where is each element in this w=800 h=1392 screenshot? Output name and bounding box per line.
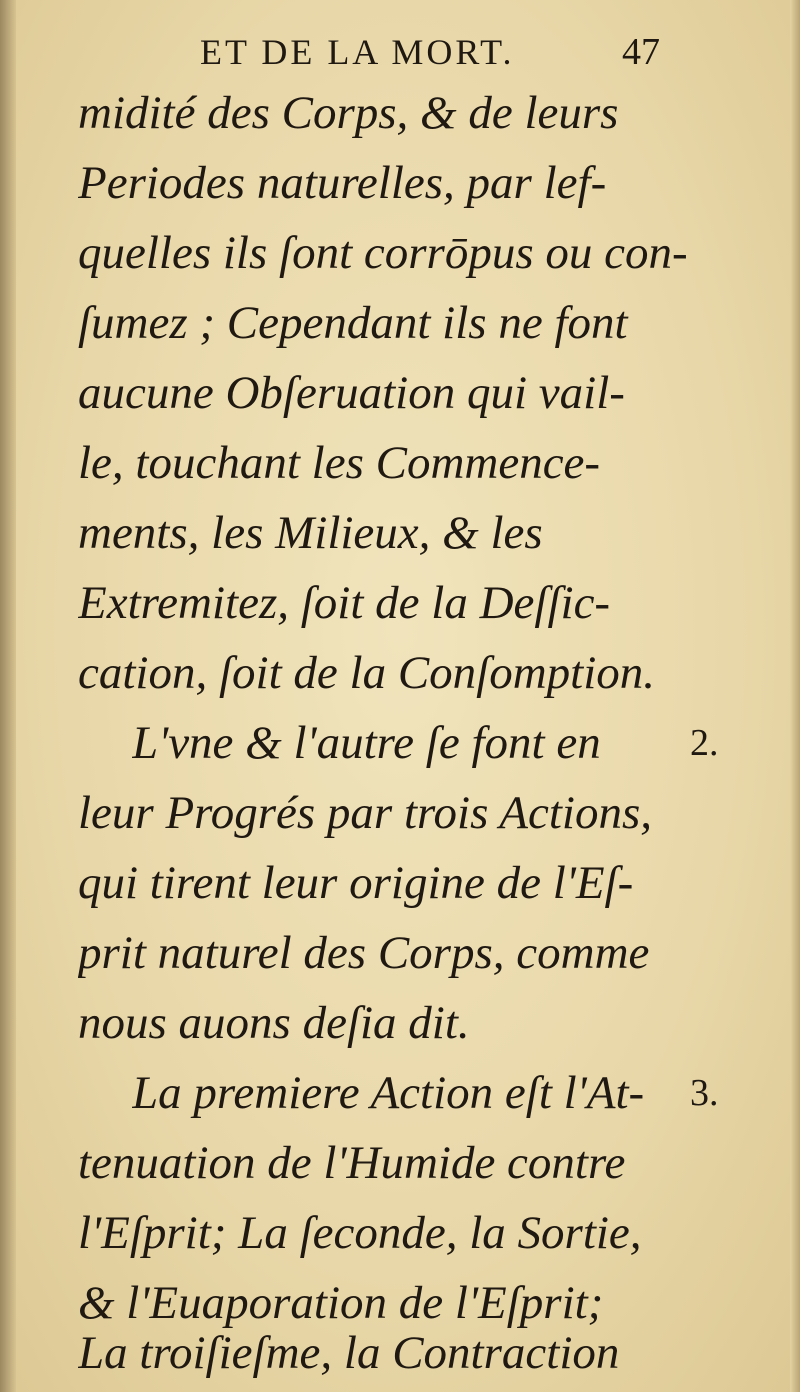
- text-line: aucune Obſeruation qui vail-: [78, 367, 625, 419]
- text-line: & l'Euaporation de l'Eſprit;: [78, 1277, 604, 1329]
- text-line: quelles ils ſont corrōpus ou con-: [78, 227, 688, 279]
- text-line: Periodes naturelles, par lef-: [78, 157, 607, 209]
- text-line: prit naturel des Corps, comme: [78, 927, 650, 979]
- text-line: l'Eſprit; La ſeconde, la Sortie,: [78, 1207, 642, 1259]
- page-number: 47: [622, 31, 660, 73]
- page-gutter-shadow: [0, 0, 16, 1392]
- running-head: ET DE LA MORT.: [200, 32, 515, 72]
- text-line: leur Progrés par trois Actions,: [78, 787, 653, 839]
- margin-section-number: 2.: [690, 722, 719, 764]
- page-edge: [790, 0, 800, 1392]
- text-line: cation, ſoit de la Conſomption.: [78, 647, 656, 699]
- text-line: ſumez ; Cependant ils ne font: [78, 297, 628, 349]
- text-line: La troiſieſme, la Contraction: [78, 1327, 620, 1379]
- paragraph-start-line: L'vne & l'autre ſe font en: [132, 717, 601, 769]
- text-line: ments, les Milieux, & les: [78, 507, 543, 559]
- margin-section-number: 3.: [690, 1072, 719, 1114]
- text-line: nous auons deſia dit.: [78, 997, 470, 1049]
- text-line: tenuation de l'Humide contre: [78, 1137, 626, 1189]
- text-line: midité des Corps, & de leurs: [78, 87, 619, 139]
- text-line: le, touchant les Commence-: [78, 437, 601, 489]
- text-line: qui tirent leur origine de l'Eſ-: [78, 857, 634, 909]
- paragraph-start-line: La premiere Action eſt l'At-: [132, 1067, 645, 1119]
- text-line: Extremitez, ſoit de la Deſſic-: [78, 577, 611, 629]
